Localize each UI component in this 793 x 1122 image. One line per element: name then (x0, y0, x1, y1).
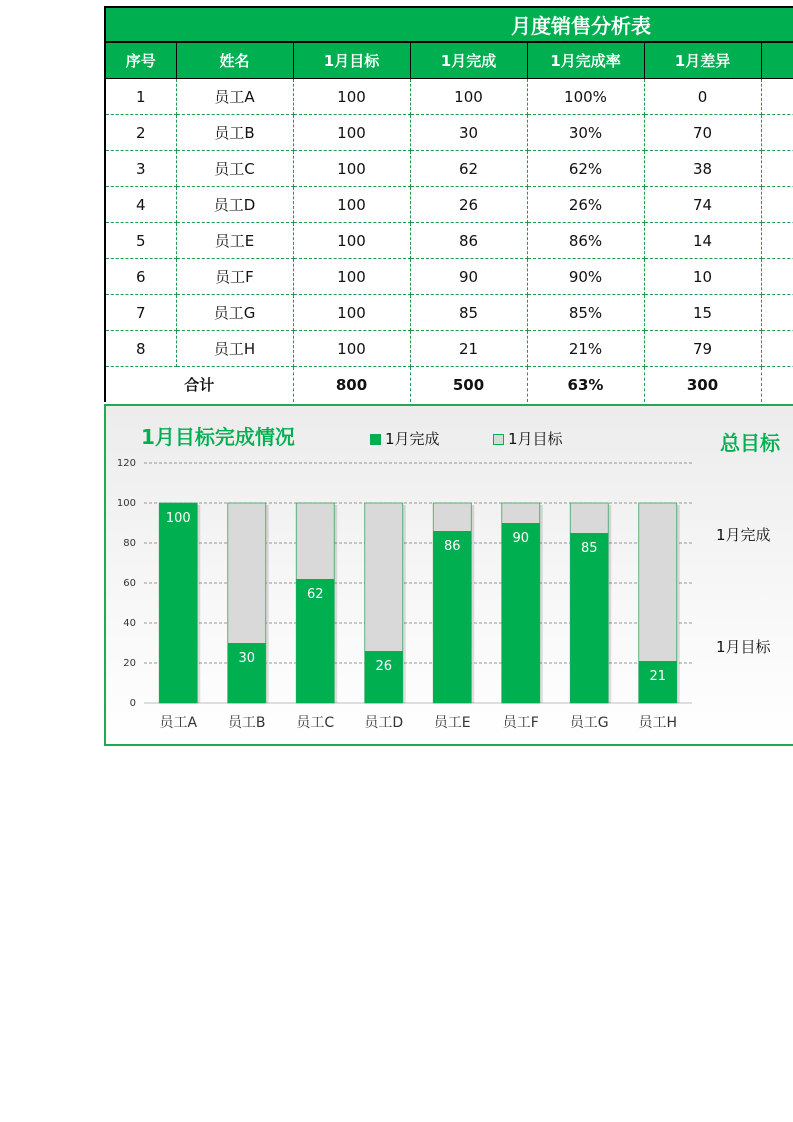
chart-title: 1月目标完成情况 (141, 425, 295, 449)
bar-chart (106, 406, 793, 744)
cell-empty[interactable] (761, 187, 793, 223)
cell-index[interactable]: 2 (105, 115, 176, 151)
cell-done[interactable]: 26 (410, 187, 527, 223)
cell-name[interactable]: 员工A (176, 79, 293, 115)
cell-diff[interactable]: 70 (644, 115, 761, 151)
table-row (105, 259, 793, 295)
cell-rate[interactable]: 100% (527, 79, 644, 115)
cell-empty[interactable] (761, 259, 793, 295)
cell-index[interactable]: 1 (105, 79, 176, 115)
total-target[interactable]: 800 (293, 367, 410, 403)
cell-name[interactable]: 员工B (176, 115, 293, 151)
cell-done[interactable]: 62 (410, 151, 527, 187)
legend-label-target: 1月目标 (508, 430, 563, 448)
total-row (105, 367, 793, 403)
cell-rate[interactable]: 90% (527, 259, 644, 295)
x-tick-label: 员工A (159, 715, 198, 731)
cell-done[interactable]: 21 (410, 331, 527, 367)
cell-index[interactable]: 7 (105, 295, 176, 331)
cell-index[interactable]: 3 (105, 151, 176, 187)
cell-name[interactable]: 员工F (176, 259, 293, 295)
table-row (105, 331, 793, 367)
cell-index[interactable]: 6 (105, 259, 176, 295)
total-label[interactable]: 合计 (105, 367, 293, 403)
cell-rate[interactable]: 62% (527, 151, 644, 187)
cell-name[interactable]: 员工G (176, 295, 293, 331)
chart-panel[interactable] (104, 404, 793, 746)
bar-done (570, 533, 608, 703)
cell-done[interactable]: 86 (410, 223, 527, 259)
side-label-done: 1月完成 (716, 526, 771, 544)
cell-empty[interactable] (761, 223, 793, 259)
bar-done (502, 523, 540, 703)
cell-diff[interactable]: 14 (644, 223, 761, 259)
bar-value-label: 100 (165, 511, 191, 526)
header-target[interactable]: 1月目标 (293, 43, 410, 79)
cell-target[interactable]: 100 (293, 331, 410, 367)
cell-empty[interactable] (761, 295, 793, 331)
cell-rate[interactable]: 26% (527, 187, 644, 223)
spreadsheet-area (104, 6, 793, 746)
header-index[interactable]: 序号 (105, 43, 176, 79)
cell-done[interactable]: 85 (410, 295, 527, 331)
x-tick-label: 员工B (227, 715, 266, 731)
sales-table (104, 43, 793, 402)
cell-empty[interactable] (761, 151, 793, 187)
bar-value-label: 85 (580, 541, 598, 556)
table-row (105, 295, 793, 331)
bar-done (159, 503, 197, 703)
legend-label-done: 1月完成 (385, 430, 440, 448)
cell-target[interactable]: 100 (293, 151, 410, 187)
y-tick-label: 120 (116, 458, 136, 469)
header-rate[interactable]: 1月完成率 (527, 43, 644, 79)
y-tick-label: 100 (116, 498, 136, 509)
cell-empty[interactable] (761, 331, 793, 367)
y-tick-label: 0 (129, 698, 136, 709)
cell-empty[interactable] (761, 115, 793, 151)
x-tick-label: 员工D (364, 715, 404, 731)
cell-target[interactable]: 100 (293, 259, 410, 295)
cell-index[interactable]: 4 (105, 187, 176, 223)
table-row (105, 187, 793, 223)
cell-name[interactable]: 员工D (176, 187, 293, 223)
bar-value-label: 26 (375, 659, 393, 674)
cell-diff[interactable]: 79 (644, 331, 761, 367)
cell-target[interactable]: 100 (293, 295, 410, 331)
cell-diff[interactable]: 74 (644, 187, 761, 223)
cell-target[interactable]: 100 (293, 115, 410, 151)
table-header-row (105, 43, 793, 79)
cell-name[interactable]: 员工C (176, 151, 293, 187)
cell-done[interactable]: 100 (410, 79, 527, 115)
cell-diff[interactable]: 38 (644, 151, 761, 187)
header-done[interactable]: 1月完成 (410, 43, 527, 79)
x-tick-label: 员工E (433, 715, 471, 731)
header-diff[interactable]: 1月差异 (644, 43, 761, 79)
cell-empty[interactable] (761, 367, 793, 403)
side-panel-title: 总目标 (720, 431, 780, 455)
header-extra[interactable] (761, 43, 793, 79)
cell-target[interactable]: 100 (293, 187, 410, 223)
table-row (105, 151, 793, 187)
bar-done (433, 531, 471, 703)
bar-value-label: 62 (306, 587, 324, 602)
table-row (105, 115, 793, 151)
cell-diff[interactable]: 10 (644, 259, 761, 295)
x-tick-label: 员工G (569, 715, 609, 731)
cell-rate[interactable]: 85% (527, 295, 644, 331)
x-tick-label: 员工H (638, 715, 678, 731)
y-tick-label: 80 (123, 538, 136, 549)
total-done[interactable]: 500 (410, 367, 527, 403)
table-row (105, 223, 793, 259)
y-tick-label: 40 (123, 618, 136, 629)
cell-diff[interactable]: 15 (644, 295, 761, 331)
x-tick-label: 员工C (296, 715, 335, 731)
cell-rate[interactable]: 21% (527, 331, 644, 367)
cell-rate[interactable]: 30% (527, 115, 644, 151)
side-label-target: 1月目标 (716, 638, 771, 656)
cell-diff[interactable]: 0 (644, 79, 761, 115)
bar-value-label: 90 (512, 531, 530, 546)
bar-value-label: 30 (238, 651, 256, 666)
cell-index[interactable]: 5 (105, 223, 176, 259)
table-row (105, 79, 793, 115)
bar-value-label: 21 (649, 669, 667, 684)
cell-target[interactable]: 100 (293, 223, 410, 259)
header-name[interactable]: 姓名 (176, 43, 293, 79)
title-bar (104, 6, 793, 43)
x-tick-label: 员工F (502, 715, 539, 731)
cell-empty[interactable] (761, 79, 793, 115)
sheet-title: 月度销售分析表 (511, 14, 651, 38)
total-diff[interactable]: 300 (644, 367, 761, 403)
cell-done[interactable]: 30 (410, 115, 527, 151)
cell-rate[interactable]: 86% (527, 223, 644, 259)
cell-index[interactable]: 8 (105, 331, 176, 367)
cell-done[interactable]: 90 (410, 259, 527, 295)
cell-name[interactable]: 员工E (176, 223, 293, 259)
cell-name[interactable]: 员工H (176, 331, 293, 367)
y-tick-label: 20 (123, 658, 136, 669)
y-tick-label: 60 (123, 578, 136, 589)
cell-target[interactable]: 100 (293, 79, 410, 115)
total-rate[interactable]: 63% (527, 367, 644, 403)
bar-value-label: 86 (443, 539, 461, 554)
